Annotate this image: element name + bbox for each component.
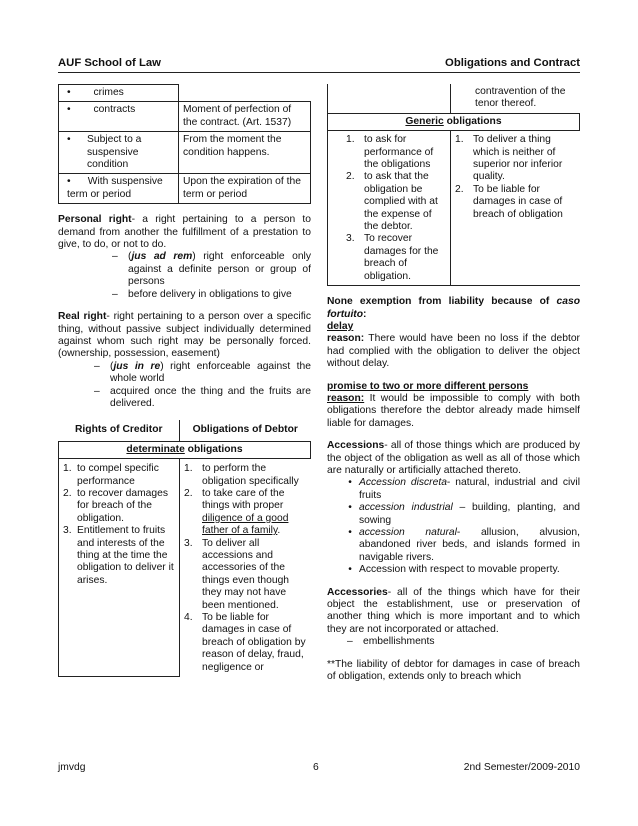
rights-list xyxy=(59,459,180,676)
generic-obligations-list xyxy=(451,131,580,286)
list-item: – (jus in re) right enforceable against the whole world xyxy=(94,360,311,385)
table-row: • crimes xyxy=(59,85,311,102)
right-column xyxy=(327,84,580,683)
generic-obligations-heading: Generic obligations xyxy=(328,113,580,130)
list-item: • accession industrial – building, planting, and sowing xyxy=(348,502,581,526)
footer-author: jmvdg xyxy=(58,761,86,773)
list-item: 2. to recover damages for breach of the obligation. xyxy=(63,487,169,524)
determinate-obligations-table xyxy=(58,420,311,676)
list-item: • Accession with respect to movable property. xyxy=(348,564,560,576)
list-item: • accession natural- allusion, alvusion, abandoned river beds, and islands formed in navigable rivers. xyxy=(348,527,580,563)
determinate-obligations-heading: determinate obligations xyxy=(59,441,311,458)
footer-semester: 2nd Semester/2009-2010 xyxy=(463,761,580,773)
list-item: – (jus ad rem) right enforceable only against a definite person or group of persons xyxy=(112,251,311,288)
table-row xyxy=(328,84,580,113)
table-row xyxy=(59,459,311,676)
table-row xyxy=(328,131,580,286)
header-rule xyxy=(58,72,580,73)
table-row xyxy=(59,441,311,458)
left-column xyxy=(58,84,311,677)
list-item: 2. to take care of the things with proper diligence of a good father of a family. xyxy=(184,487,289,537)
generic-obligations-table xyxy=(327,84,580,286)
contravention-text: contravention of the tenor thereof. xyxy=(451,84,580,113)
list-item: 3. To recover damages for the breach of obligation. xyxy=(346,233,439,282)
list-item: 1. to compel specific performance xyxy=(63,463,159,487)
table-cell xyxy=(179,85,311,102)
page-number: 6 xyxy=(313,761,319,773)
real-right-paragraph: Real right- right pertaining to a person over a specific thing, without passive subject individually determined against whom such right may be personally forced. (ownership, possession, easement) xyxy=(58,311,311,360)
generic-rights-list xyxy=(328,131,451,286)
table-row: • With suspensive term or period Upon the expiration of the term or period xyxy=(59,174,311,204)
list-item: 3. To deliver all accessions and accessories of the things even though they may not have been mentioned. xyxy=(184,537,290,611)
table-cell: Subject to a suspensive condition xyxy=(87,134,142,171)
table-cell: From the moment the condition happens. xyxy=(179,132,311,174)
list-item: – embellishments xyxy=(347,636,435,648)
list-item: – before delivery in obligations to give xyxy=(112,288,292,300)
obligations-of-debtor-heading: Obligations of Debtor xyxy=(180,420,311,441)
promise-reason: reason: It would be impossible to comply with both obligations therefore the debtor already made himself liable for damages. xyxy=(327,392,580,429)
list-item: 4. To be liable for damages in case of breach of obligation by reason of delay, fraud, negligence or xyxy=(184,612,306,673)
list-item: 1. To deliver a thing which is neither of superior nor inferior quality. xyxy=(455,134,563,183)
header-school: AUF School of Law xyxy=(58,57,161,69)
perfection-table xyxy=(58,84,311,204)
list-item: 2. To be liable for damages in case of breach of obligation xyxy=(455,183,563,220)
table-row: • contracts Moment of perfection of the contract. (Art. 1537) xyxy=(59,102,311,132)
rights-of-creditor-heading: Rights of Creditor xyxy=(59,420,180,441)
accessories-paragraph: Accessories- all of the things which have for their object the establishment, use or preservation of another thing which is more important and to which they are not incorporated or attached. xyxy=(327,586,580,635)
real-right-term: Real right xyxy=(58,311,107,323)
table-cell: crimes xyxy=(93,87,124,98)
list-item: • Accession discreta- natural, industrial and civil fruits xyxy=(348,477,580,501)
header-subject: Obligations and Contract xyxy=(445,57,580,69)
list-item: 3. Entitlement to fruits and interests of the thing at the time the obligation to deliver it arises. xyxy=(63,525,174,586)
table-cell: contracts xyxy=(93,104,136,116)
obligations-list xyxy=(180,459,311,676)
table-row xyxy=(328,113,580,130)
list-item: 1. to ask for performance of the obligations xyxy=(346,134,434,171)
delay-heading: delay xyxy=(327,320,354,332)
list-item: 2. to ask that the obligation be complied with at the expense of the debtor. xyxy=(346,171,438,233)
exemption-heading: None exemption from liability because of caso fortuito: xyxy=(327,296,580,320)
accessions-paragraph: Accessions- all of those things which are produced by the object of the obligation as well as all of those which are naturally or artificially attached thereto. xyxy=(327,440,580,476)
personal-right-paragraph: Personal right- a right pertaining to a person to demand from another the fulfillment of a prestation to give, to do, or not to do. xyxy=(58,214,312,251)
list-item: 1. to perform the obligation specifically xyxy=(184,463,299,487)
delay-reason: reason: There would have been no loss if the debtor had complied with the obligation to deliver the object without delay. xyxy=(327,333,580,370)
personal-right-term: Personal right xyxy=(58,214,132,226)
table-cell: Upon the expiration of the term or period xyxy=(179,174,311,204)
table-header-row xyxy=(59,420,311,441)
table-row: • Subject to a suspensive condition From the moment the condition happens. xyxy=(59,132,311,174)
table-cell: With suspensive term or period xyxy=(67,176,163,200)
liability-paragraph: **The liability of debtor for damages in case of breach of obligation, extends only to breach which xyxy=(327,658,580,683)
table-cell: Moment of perfection of the contract. (Art. 1537) xyxy=(179,102,311,132)
promise-heading: promise to two or more different persons xyxy=(327,380,529,392)
list-item: – acquired once the thing and the fruits are delivered. xyxy=(94,385,311,409)
